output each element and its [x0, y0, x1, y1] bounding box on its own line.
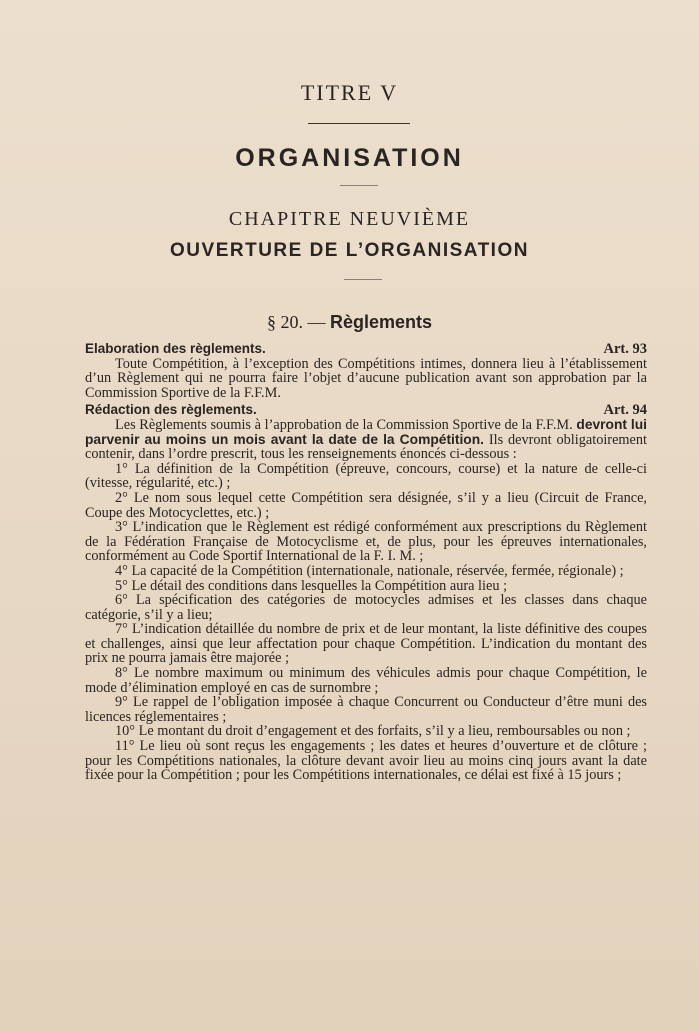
document-body	[85, 340, 647, 783]
list-item: 9° Le rappel de l’obligation imposée à chaque Concurrent ou Conducteur d’être muni des licences réglementaires ;	[85, 694, 647, 725]
list-item: 4° La capacité de la Compétition (internationale, nationale, réservée, fermée, régionale) ;	[115, 562, 624, 579]
intro-text: Ils devront obligatoirement contenir, dans l’ordre prescrit, tous les renseignements énoncés ci-dessous :	[85, 431, 648, 463]
paragraph-label: Règlements	[329, 312, 433, 332]
title-number: TITRE V	[300, 80, 399, 105]
list-item: 2° Le nom sous lequel cette Compétition sera désignée, s’il y a lieu (Circuit de France, Coupe des Motocyclettes, etc.) ;	[85, 489, 647, 521]
article-intro	[85, 418, 647, 462]
section-title: Elaboration des règlements.	[85, 341, 266, 356]
list-item: 10° Le montant du droit d’engagement et des forfaits, s’il y a lieu, remboursables ou non ;	[115, 723, 631, 740]
heading-rule	[340, 185, 378, 186]
article-number: Art. 93	[603, 341, 647, 357]
chapter-rule	[344, 279, 382, 280]
section-title: Rédaction des règlements.	[85, 402, 257, 418]
intro-text: Les Règlements soumis à l’approbation de la Commission Sportive de la F.F.M.	[115, 416, 573, 433]
paragraph-number: § 20.	[266, 312, 303, 332]
section-header	[85, 342, 647, 357]
chapter-title: OUVERTURE DE L’ORGANISATION	[170, 240, 529, 261]
chapter-number: CHAPITRE NEUVIÈME	[228, 208, 471, 230]
list-item: 7° L’indication détaillée du nombre de prix et de leur montant, la liste définitive des coupes et challenges, ainsi que leur affectation pour chaque Compétition. L’indication du montant des prix ne pourra jamais être majorée ;	[85, 621, 647, 667]
intro-emphasis: devront lui parvenir au moins un mois avant la date de la Compétition.	[85, 416, 647, 447]
article-text: Toute Compétition, à l’exception des Compétitions intimes, donnera lieu à l’établissement d’un Règlement qui ne pourra faire l’objet d’aucune publication avant son approbation par la Commission Sportive de la F.F.M.	[85, 355, 647, 401]
list-item: 6° La spécification des catégories de motocycles admises et les classes dans chaque catégorie, s’il y a lieu;	[85, 592, 647, 623]
list-item: 3° L’indication que le Règlement est rédigé conformément aux prescriptions du Règlement de la Fédération Française de Motocyclisme et, de plus, pour les épreuves internationales, conformément au Code Sportif International de la F. I. M. ;	[85, 519, 647, 565]
article-number: Art. 94	[603, 402, 647, 419]
title-rule	[308, 123, 410, 124]
list-item: 1° La définition de la Compétition (épreuve, concours, course) et la nature de celle-ci (vitesse, régularité, etc.) ;	[85, 460, 647, 492]
paragraph-dash: —	[302, 312, 330, 332]
list-item: 8° Le nombre maximum ou minimum des véhicules admis pour chaque Compétition, le mode d’élimination employé en cas de surnombre ;	[85, 665, 647, 696]
list-item: 5° Le détail des conditions dans lesquelles la Compétition aura lieu ;	[115, 577, 508, 594]
main-heading: ORGANISATION	[235, 144, 464, 172]
paragraph-title	[0, 312, 699, 333]
list-item: 11° Le lieu où sont reçus les engagements ; les dates et heures d’ouverture et de clôture ; pour les Compétitions nationales, la clôture devant avoir lieu au moins cinq jours avant la date fixée pour la Compétition ; pour les Compétitions internationales, ce délai est fixé à 15 jours ;	[85, 738, 647, 784]
section-header	[85, 403, 647, 418]
